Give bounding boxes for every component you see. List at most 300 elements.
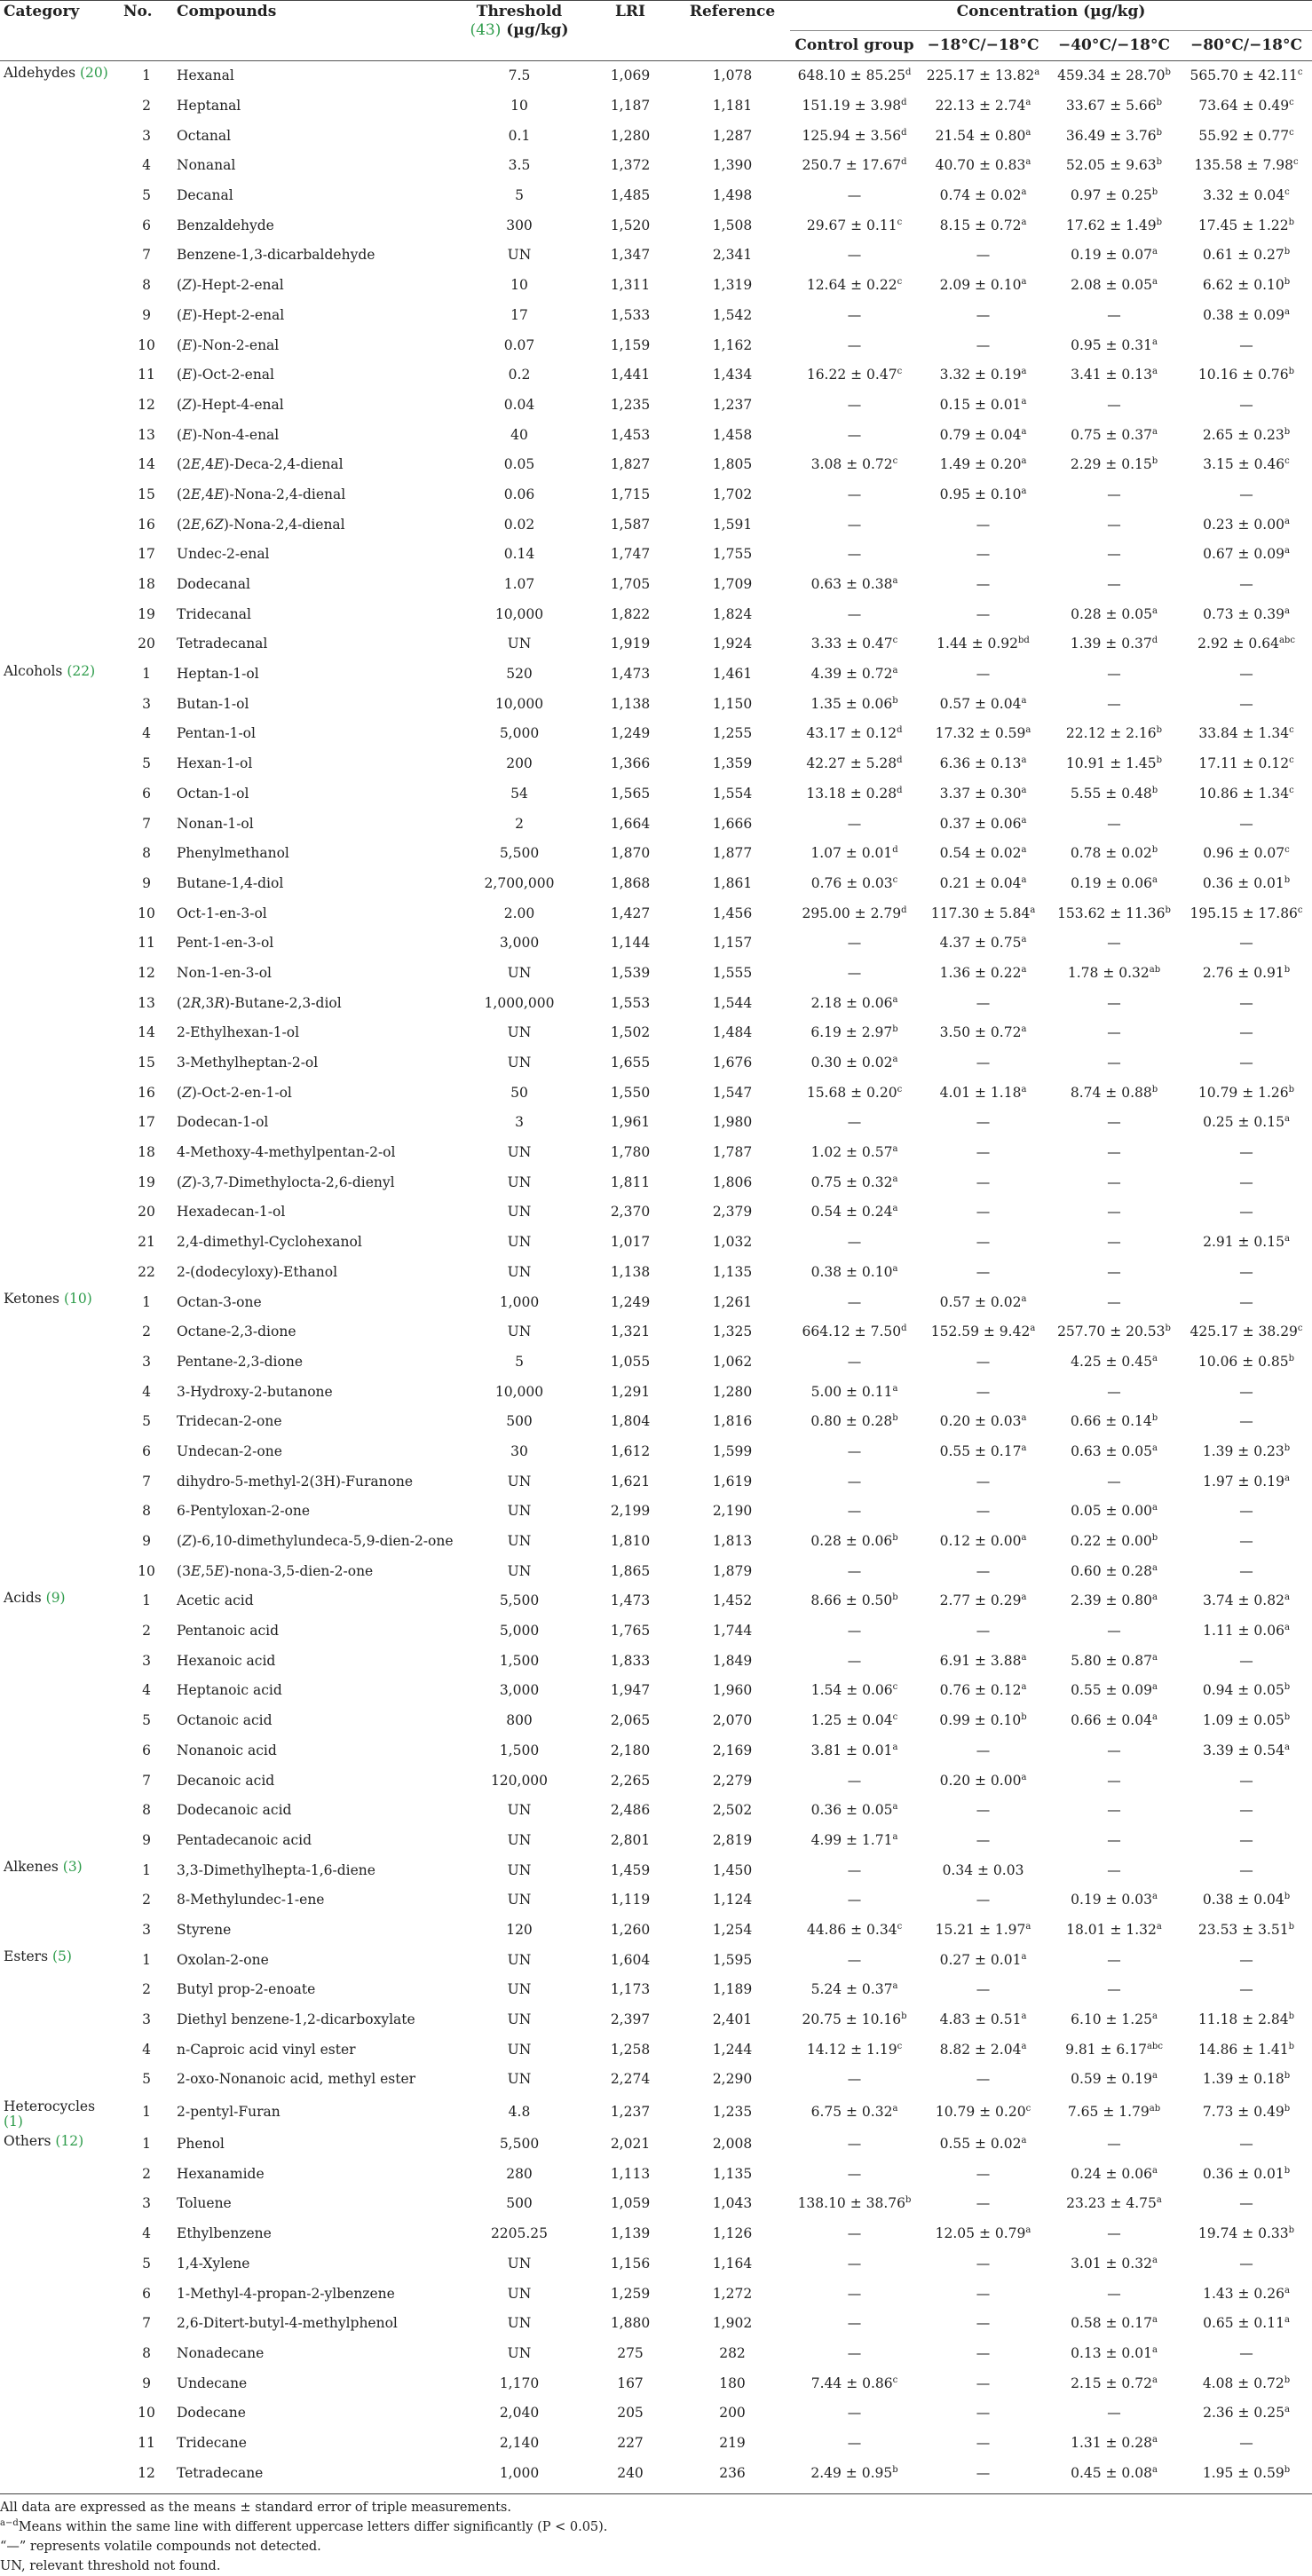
lri-cell: 1,366 (610, 755, 651, 772)
significance-letter: b (1288, 367, 1295, 377)
significance-letter: c (897, 277, 903, 287)
compound-cell: (Z)-3,7-Dimethylocta-2,6-dienyl (177, 1173, 395, 1190)
table-row (0, 809, 1312, 839)
reference-cell: 1,062 (712, 1353, 753, 1370)
lri-cell: 1,473 (610, 666, 651, 683)
threshold-citation-link[interactable]: (43) (470, 21, 502, 39)
t80-cell: — (1239, 2255, 1253, 2272)
control-cell: 0.38 ± 0.10$^a$ (810, 1263, 898, 1280)
no-cell: 9 (142, 2375, 151, 2391)
significance-letter: a (892, 1981, 898, 1992)
reference-cell: 1,555 (712, 964, 753, 981)
significance-letter: a (892, 575, 898, 586)
t40-cell: — (1107, 1623, 1121, 1640)
t80-cell: 19.74 ± 0.33$^b$ (1197, 2225, 1295, 2242)
no-cell: 19 (138, 1173, 155, 1190)
t40-cell: — (1107, 1144, 1121, 1161)
compound-cell: Butane-1,4-diol (177, 874, 284, 891)
lri-cell: 1,427 (610, 905, 651, 921)
t40-cell: 0.22 ± 0.00$^b$ (1070, 1532, 1158, 1550)
lri-cell: 1,235 (610, 396, 651, 413)
lri-cell: 1,747 (610, 546, 651, 563)
table-row (0, 1945, 1312, 1975)
no-cell: 4 (142, 157, 151, 174)
reference-cell: 1,272 (712, 2285, 753, 2302)
significance-letter: d (901, 905, 907, 915)
no-cell: 1 (142, 1861, 151, 1878)
t40-cell: 0.45 ± 0.08$^a$ (1071, 2464, 1158, 2481)
significance-letter: c (1025, 2103, 1031, 2114)
no-cell: 3 (142, 695, 151, 712)
compound-cell: 2-pentyl-Furan (177, 2103, 281, 2120)
lri-cell: 2,274 (610, 2071, 651, 2088)
compound-cell: Toluene (177, 2195, 232, 2212)
table-row (0, 1796, 1312, 1826)
control-cell: — (847, 187, 862, 204)
significance-letter: c (897, 1921, 903, 1932)
table-row (0, 1586, 1312, 1616)
category-cell (0, 1766, 120, 1796)
table-row (0, 450, 1312, 480)
reference-cell: 1,452 (712, 1592, 753, 1609)
no-cell: 7 (142, 1473, 151, 1489)
significance-letter: a (1151, 874, 1158, 885)
control-cell: — (847, 1503, 862, 1520)
significance-letter: c (892, 874, 898, 885)
t40-cell: 0.66 ± 0.14$^b$ (1070, 1413, 1158, 1430)
compound-cell: Pentan-1-ol (177, 725, 256, 742)
threshold-cell: 300 (506, 217, 533, 233)
reference-cell: 1,824 (712, 605, 753, 622)
threshold-cell: UN (507, 1204, 532, 1221)
t40-cell: — (1107, 815, 1121, 832)
table-row (0, 210, 1312, 241)
no-cell: 17 (138, 1114, 155, 1131)
compound-cell: Hexadecan-1-ol (177, 1204, 286, 1221)
t18-cell: — (976, 2255, 991, 2272)
table-row (0, 1736, 1312, 1766)
table-row (0, 510, 1312, 540)
control-cell: 138.10 ± 38.76$^b$ (797, 2195, 912, 2212)
t18-cell: 0.12 ± 0.00$^a$ (939, 1532, 1027, 1550)
category-count[interactable]: (3) (62, 1859, 83, 1876)
no-cell: 22 (138, 1263, 155, 1280)
t80-cell: 0.36 ± 0.01$^b$ (1202, 2165, 1291, 2182)
lri-cell: 1,159 (610, 336, 651, 353)
category-count[interactable]: (5) (51, 1948, 72, 1965)
reference-cell: 1,484 (712, 1024, 753, 1041)
no-cell: 1 (142, 1293, 151, 1310)
t18-cell: — (976, 1562, 991, 1579)
category-count[interactable]: (9) (45, 1590, 66, 1607)
category-count[interactable]: (10) (63, 1291, 92, 1308)
t80-cell: — (1239, 994, 1253, 1011)
lri-cell: 1,144 (610, 935, 651, 952)
t40-cell: — (1107, 2225, 1121, 2242)
t40-cell: — (1107, 1383, 1121, 1400)
t40-cell: 22.12 ± 2.16$^b$ (1065, 725, 1163, 742)
table-row (0, 898, 1312, 928)
reference-cell: 1,164 (712, 2255, 753, 2272)
category-cell (0, 2339, 120, 2369)
t80-cell: — (1239, 2434, 1253, 2451)
t40-cell: 1.78 ± 0.32$^{ab}$ (1067, 964, 1161, 981)
lri-cell: 1,473 (610, 1592, 651, 1609)
reference-cell: 1,124 (712, 1892, 753, 1908)
t40-cell: 4.25 ± 0.45$^a$ (1071, 1353, 1158, 1370)
lri-cell: 1,810 (610, 1533, 651, 1550)
lri-cell: 1,804 (610, 1413, 651, 1430)
reference-cell: 1,150 (712, 695, 753, 712)
header-t80: −80°C/−18°C (1181, 31, 1312, 61)
significance-letter: b (892, 1024, 898, 1035)
compound-cell: Dodecane (177, 2405, 246, 2422)
compound-cell: Tetradecane (177, 2464, 264, 2481)
t80-cell: 0.61 ± 0.27$^b$ (1202, 247, 1291, 264)
t40-cell: 3.01 ± 0.32$^a$ (1071, 2255, 1158, 2272)
significance-letter: b (1156, 755, 1163, 765)
control-cell: 0.63 ± 0.38$^a$ (810, 575, 898, 593)
t80-cell: 0.67 ± 0.09$^a$ (1203, 546, 1290, 563)
significance-letter: c (1297, 67, 1303, 78)
table-row (0, 1527, 1312, 1557)
control-cell: — (847, 935, 862, 952)
significance-letter: a (1025, 127, 1031, 138)
reference-cell: 2,008 (712, 2136, 753, 2153)
lri-cell: 240 (617, 2464, 644, 2481)
header-threshold-label: Threshold (476, 3, 563, 20)
header-t18: −18°C/−18°C (919, 31, 1047, 61)
reference-cell: 1,255 (712, 725, 753, 742)
no-cell: 6 (142, 785, 151, 802)
t40-cell: 2.08 ± 0.05$^a$ (1071, 277, 1158, 294)
control-cell: — (847, 486, 862, 502)
t18-cell: 6.36 ± 0.13$^a$ (939, 755, 1027, 772)
no-cell: 7 (142, 247, 151, 264)
t40-cell: 1.31 ± 0.28$^a$ (1071, 2434, 1158, 2451)
category-cell (0, 1556, 120, 1586)
reference-cell: 1,135 (712, 1263, 753, 1280)
t18-cell: 0.54 ± 0.02$^a$ (939, 845, 1027, 862)
table-row (0, 719, 1312, 749)
significance-letter: a (1284, 306, 1290, 317)
reference-cell: 1,960 (712, 1682, 753, 1699)
t80-cell: 1.11 ± 0.06$^a$ (1203, 1622, 1290, 1640)
t18-cell: 40.70 ± 0.83$^a$ (935, 157, 1031, 174)
control-cell: — (847, 815, 862, 832)
no-cell: 2 (142, 1623, 151, 1640)
t40-cell: 0.66 ± 0.04$^a$ (1071, 1712, 1158, 1729)
header-category: Category (4, 3, 80, 20)
no-cell: 1 (142, 1951, 151, 1968)
table-row (0, 2279, 1312, 2309)
reference-cell: 1,261 (712, 1293, 753, 1310)
control-cell: — (847, 1652, 862, 1669)
table-row (0, 2065, 1312, 2095)
t40-cell: — (1107, 1473, 1121, 1489)
t40-cell: — (1107, 2405, 1121, 2422)
compound-cell: (2E,4E)-Nona-2,4-dienal (177, 486, 346, 502)
compound-cell: (E)-Hept-2-enal (177, 306, 285, 323)
reference-cell: 180 (719, 2375, 746, 2391)
significance-letter: a (1025, 2225, 1031, 2235)
footnote-1: All data are expressed as the means ± standard error of triple measurements. (0, 2501, 511, 2515)
threshold-cell: 0.05 (503, 456, 535, 473)
threshold-cell: 3,000 (499, 1682, 540, 1699)
control-cell: 14.12 ± 1.19$^c$ (806, 2041, 903, 2058)
category-cell (0, 869, 120, 899)
t80-cell: — (1239, 1772, 1253, 1789)
significance-letter: c (897, 1084, 903, 1094)
no-cell: 4 (142, 725, 151, 742)
lri-cell: 1,520 (610, 217, 651, 233)
table-row (0, 1108, 1312, 1138)
control-cell: 6.19 ± 2.97$^b$ (810, 1024, 898, 1041)
t40-cell: 0.55 ± 0.09$^a$ (1071, 1682, 1158, 1699)
compound-cell: Butyl prop-2-enoate (177, 1981, 316, 1998)
t40-cell: 18.01 ± 1.32$^a$ (1066, 1921, 1162, 1938)
lri-cell: 1,372 (610, 157, 651, 174)
category-cell (0, 2189, 120, 2219)
compound-cell: Pent-1-en-3-ol (177, 935, 274, 952)
compound-cell: n-Caproic acid vinyl ester (177, 2041, 356, 2058)
significance-letter: a (892, 1802, 898, 1813)
category-cell (0, 360, 120, 391)
table-row (0, 1167, 1312, 1197)
t40-cell: 52.05 ± 9.63$^b$ (1065, 157, 1163, 174)
t18-cell: — (976, 605, 991, 622)
significance-letter: a (1021, 2135, 1027, 2145)
control-cell: — (847, 247, 862, 264)
t80-cell: 0.38 ± 0.09$^a$ (1203, 306, 1290, 323)
reference-cell: 1,450 (712, 1861, 753, 1878)
t18-cell: — (976, 336, 991, 353)
compound-cell: Decanoic acid (177, 1772, 275, 1789)
t18-cell: 2.09 ± 0.10$^a$ (939, 277, 1027, 294)
control-cell: 3.33 ± 0.47$^c$ (810, 636, 898, 652)
category-cell: Ketones (10) (4, 1291, 92, 1308)
significance-letter: b (892, 1532, 898, 1543)
significance-letter: c (892, 2375, 898, 2385)
no-cell: 10 (138, 1562, 155, 1579)
table-row (0, 2429, 1312, 2459)
category-cell (0, 540, 120, 570)
reference-cell: 1,806 (712, 1173, 753, 1190)
table-row (0, 570, 1312, 600)
t40-cell: 0.97 ± 0.25$^b$ (1070, 186, 1158, 204)
lri-cell: 1,441 (610, 367, 651, 383)
t80-cell: 2.65 ± 0.23$^b$ (1202, 426, 1291, 443)
t18-cell: 0.55 ± 0.17$^a$ (939, 1442, 1027, 1459)
control-cell: 0.36 ± 0.05$^a$ (810, 1802, 898, 1819)
header-no: No. (123, 3, 153, 20)
lri-cell: 1,533 (610, 306, 651, 323)
t18-cell: 0.37 ± 0.06$^a$ (939, 815, 1027, 832)
table-row (0, 2398, 1312, 2429)
compound-cell: Oxolan-2-one (177, 1951, 269, 1968)
t18-cell: 152.59 ± 9.42$^a$ (930, 1324, 1036, 1340)
threshold-cell: 1,500 (499, 1742, 540, 1758)
no-cell: 5 (142, 755, 151, 772)
t18-cell: — (976, 1742, 991, 1758)
control-cell: — (847, 964, 862, 981)
category-cell (0, 2429, 120, 2459)
reference-cell: 2,070 (712, 1712, 753, 1729)
control-cell: — (847, 1892, 862, 1908)
significance-letter: a (1025, 1921, 1031, 1932)
t18-cell: — (976, 1055, 991, 1071)
threshold-cell: 500 (506, 1413, 533, 1430)
t80-cell: — (1239, 695, 1253, 712)
t18-cell: — (976, 546, 991, 563)
lri-cell: 2,370 (610, 1204, 651, 1221)
category-count[interactable]: (22) (67, 662, 96, 679)
control-cell: — (847, 426, 862, 443)
category-cell (0, 719, 120, 749)
significance-letter: a (1284, 1473, 1290, 1483)
t80-cell: 1.39 ± 0.23$^b$ (1202, 1442, 1291, 1459)
significance-letter: a (1025, 97, 1031, 107)
t40-cell: 2.29 ± 0.15$^b$ (1070, 456, 1158, 473)
table-row (0, 1885, 1312, 1916)
t18-cell: 4.01 ± 1.18$^a$ (939, 1084, 1027, 1101)
t80-cell: 17.11 ± 0.12$^c$ (1198, 755, 1294, 772)
significance-letter: b (1165, 67, 1171, 78)
no-cell: 6 (142, 217, 151, 233)
significance-letter: a (1021, 1532, 1027, 1543)
compound-cell: Nonadecane (177, 2344, 265, 2361)
header-compounds: Compounds (177, 3, 277, 20)
threshold-cell: 30 (510, 1442, 528, 1459)
no-cell: 11 (138, 367, 155, 383)
category-count[interactable]: (20) (79, 65, 108, 81)
t80-cell: — (1239, 2136, 1253, 2153)
significance-letter: a (892, 994, 898, 1005)
significance-letter: a (1151, 605, 1158, 616)
no-cell: 15 (138, 1055, 155, 1071)
compound-cell: 2-oxo-Nonanoic acid, methyl ester (177, 2071, 416, 2088)
t80-cell: 17.45 ± 1.22$^b$ (1197, 217, 1295, 233)
t80-cell: — (1239, 1652, 1253, 1669)
threshold-cell: 0.1 (508, 127, 531, 144)
header-threshold (453, 1, 586, 61)
significance-letter: c (892, 1712, 898, 1722)
lri-cell: 1,705 (610, 576, 651, 593)
compound-cell: (Z)-Oct-2-en-1-ol (177, 1084, 292, 1101)
category-cell (0, 1108, 120, 1138)
t18-cell: — (976, 1173, 991, 1190)
reference-cell: 1,676 (712, 1055, 753, 1071)
compound-cell: Octanoic acid (177, 1712, 273, 1729)
compound-cell: Diethyl benzene-1,2-dicarboxylate (177, 2011, 415, 2028)
threshold-cell: 2,140 (499, 2434, 540, 2451)
category-count[interactable]: (12) (55, 2132, 84, 2149)
lri-cell: 1,138 (610, 695, 651, 712)
category-cell (0, 2035, 120, 2065)
t18-cell: 8.15 ± 0.72$^a$ (939, 217, 1027, 233)
significance-letter: c (1289, 97, 1294, 107)
t40-cell: 0.19 ± 0.07$^a$ (1071, 247, 1158, 264)
category-cell (0, 689, 120, 719)
category-cell: Others (12) (4, 2132, 84, 2149)
significance-letter: a (892, 2103, 898, 2114)
t18-cell: 1.44 ± 0.92$^{bd}$ (937, 636, 1030, 652)
t18-cell: 17.32 ± 0.59$^a$ (935, 725, 1031, 742)
reference-cell: 1,902 (712, 2315, 753, 2332)
t18-cell: 0.79 ± 0.04$^a$ (939, 426, 1027, 443)
reference-cell: 1,980 (712, 1114, 753, 1131)
table-row (0, 241, 1312, 271)
table-row (0, 1466, 1312, 1497)
threshold-cell: UN (507, 1324, 532, 1340)
no-cell: 21 (138, 1234, 155, 1251)
t18-cell: — (976, 2195, 991, 2212)
t80-cell: 0.25 ± 0.15$^a$ (1203, 1114, 1290, 1131)
compound-cell: Undecan-2-one (177, 1442, 282, 1459)
threshold-cell: 5,000 (499, 1623, 540, 1640)
control-cell: 5.24 ± 0.37$^a$ (810, 1981, 898, 1998)
category-count[interactable]: (1) (4, 2113, 23, 2130)
significance-letter: a (1021, 396, 1027, 407)
threshold-cell: UN (507, 1055, 532, 1071)
t18-cell: 3.50 ± 0.72$^a$ (939, 1024, 1027, 1041)
reference-cell: 1,787 (712, 1144, 753, 1161)
lri-cell: 1,870 (610, 845, 651, 862)
t18-cell: 22.13 ± 2.74$^a$ (935, 97, 1031, 115)
significance-letter: a (1021, 815, 1027, 826)
threshold-cell: UN (507, 2041, 532, 2058)
category-cell (0, 749, 120, 779)
compound-cell: Decanal (177, 187, 233, 204)
t18-cell: 0.15 ± 0.01$^a$ (939, 396, 1027, 413)
no-cell: 4 (142, 1383, 151, 1400)
category-cell (0, 1916, 120, 1946)
reference-cell: 1,359 (712, 755, 753, 772)
t18-cell: 0.27 ± 0.01$^a$ (939, 1951, 1027, 1968)
lri-cell: 2,199 (610, 1503, 651, 1520)
compound-cell: 3,3-Dimethylhepta-1,6-diene (177, 1861, 375, 1878)
lri-cell: 2,021 (610, 2136, 651, 2153)
t18-cell: — (976, 1114, 991, 1131)
category-cell: Alkenes (3) (4, 1859, 83, 1876)
t80-cell: 1.95 ± 0.59$^b$ (1202, 2464, 1291, 2481)
control-cell: — (847, 1442, 862, 1459)
compound-cell: 3-Methylheptan-2-ol (177, 1055, 319, 1071)
significance-letter: a (1151, 1562, 1158, 1573)
category-cell (0, 1018, 120, 1048)
lri-cell: 1,055 (610, 1353, 651, 1370)
significance-letter: abc (1278, 636, 1295, 646)
significance-letter: d (897, 725, 903, 736)
table-row (0, 959, 1312, 989)
reference-cell: 1,595 (712, 1951, 753, 1968)
threshold-cell: 5,500 (499, 845, 540, 862)
no-cell: 12 (138, 964, 155, 981)
significance-letter: c (1297, 905, 1303, 915)
threshold-cell: 1,000,000 (484, 994, 555, 1011)
control-cell: 12.64 ± 0.22$^c$ (806, 277, 903, 294)
no-cell: 2 (142, 98, 151, 115)
control-cell: — (847, 1951, 862, 1968)
control-cell: — (847, 2136, 862, 2153)
compound-cell: Dodecanoic acid (177, 1802, 292, 1819)
significance-letter: a (1156, 2195, 1162, 2206)
significance-letter: a (1151, 2464, 1158, 2475)
category-cell (0, 839, 120, 869)
significance-letter: a (1284, 516, 1290, 526)
table-row (0, 2189, 1312, 2219)
lri-cell: 1,156 (610, 2255, 651, 2272)
